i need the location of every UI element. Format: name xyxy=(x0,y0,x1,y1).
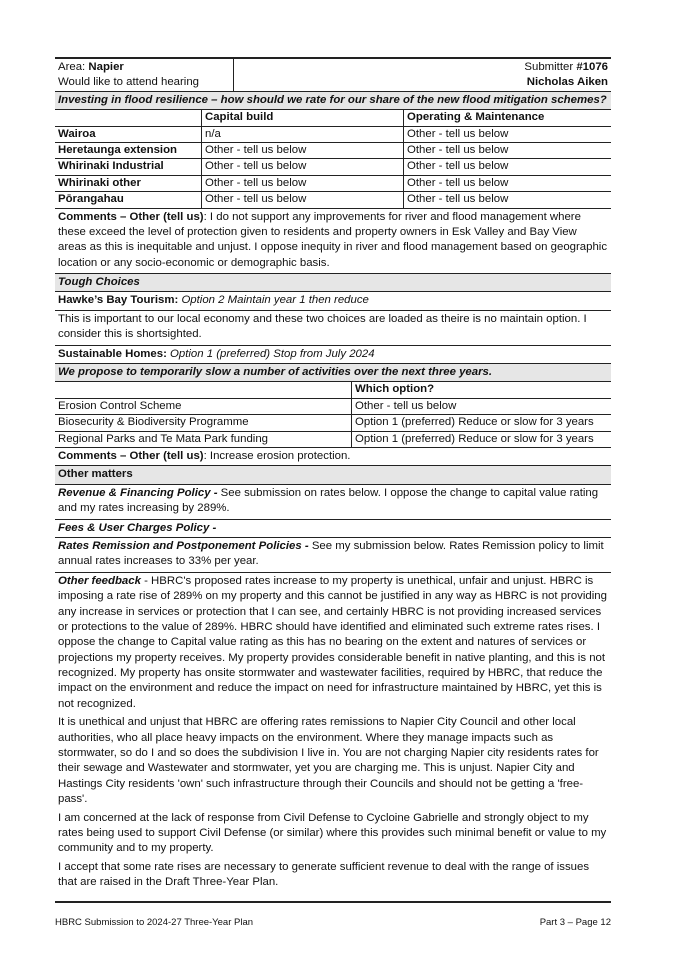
revenue-policy: Revenue & Financing Policy - See submission on rates below. I oppose the change to capital value rating and my rates increasing by 289%. xyxy=(55,485,611,520)
col-capital: Capital build xyxy=(202,110,404,126)
table-row: Whirinaki Industrial Other - tell us below Other - tell us below xyxy=(55,159,611,175)
fees-policy: Fees & User Charges Policy - xyxy=(55,520,611,538)
tourism-line: Hawke’s Bay Tourism: Option 2 Maintain year 1 then reduce xyxy=(55,292,611,310)
table-row: Biosecurity & Biodiversity Programme Option 1 (preferred) Reduce or slow for 3 years xyxy=(55,415,611,431)
table-row: Wairoa n/a Other - tell us below xyxy=(55,126,611,142)
table-row: Regional Parks and Te Mata Park funding Option 1 (preferred) Reduce or slow for 3 years xyxy=(55,431,611,447)
submitter-number: Submitter #1076 xyxy=(524,61,608,73)
area-line: Area: Napier xyxy=(58,61,124,73)
tough-choices-heading: Tough Choices xyxy=(55,274,611,292)
footer-page-number: Part 3 – Page 12 xyxy=(539,917,611,928)
activities-question: We propose to temporarily slow a number of activities over the next three years. xyxy=(55,364,611,382)
activities-table xyxy=(55,382,611,448)
submitter-header xyxy=(55,57,611,91)
table-row: Pōrangahau Other - tell us below Other - tell us below xyxy=(55,192,611,208)
page-footer xyxy=(55,901,611,930)
table-row: Erosion Control Scheme Other - tell us below xyxy=(55,398,611,414)
footer-title: HBRC Submission to 2024-27 Three-Year Plan xyxy=(55,917,254,928)
submitter-name: Nicholas Aiken xyxy=(526,76,608,89)
col-which-option: Which option? xyxy=(355,383,435,396)
area-value: Napier xyxy=(88,61,124,73)
hearing-note: Would like to attend hearing xyxy=(58,76,199,89)
other-matters-heading: Other matters xyxy=(55,466,611,484)
activities-comments: Comments – Other (tell us): Increase erosion protection. xyxy=(55,448,611,466)
col-operating: Operating & Maintenance xyxy=(407,111,545,124)
table-row: Heretaunga extension Other - tell us below Other - tell us below xyxy=(55,142,611,158)
remission-policy: Rates Remission and Postponement Policies - See my submission below. Rates Remission policy to limit annual rates increases to 33% per year. xyxy=(55,538,611,573)
flood-comments: Comments – Other (tell us): I do not support any improvements for river and flood management where these exceed the level of protection given to residents and property owners in Esk Valley and Bay View areas as this is inequitable and unjust. I oppose inequity in river and flood management based on geographic location or any socio-economic or demographic basis. xyxy=(55,209,611,275)
submission-page xyxy=(55,57,611,896)
flood-table xyxy=(55,110,611,208)
homes-line: Sustainable Homes: Option 1 (preferred) Stop from July 2024 xyxy=(55,346,611,364)
table-row: Whirinaki other Other - tell us below Other - tell us below xyxy=(55,175,611,191)
tourism-comment: This is important to our local economy and these two choices are loaded as theire is no maintain option. I consider this is shortsighted. xyxy=(55,311,611,346)
other-feedback: Other feedback - HBRC's proposed rates increase to my property is unethical, unfair and unjust. HBRC is imposing a rate rise of 289% on my property and this cannot be justified in any way as HBRC is not providing any increase in services or protection that I can see, and certainly HBRC is not providing increased services or protections to the value of 289%. HBRC should have identified and eliminated such extreme rates rises. I oppose the change to Capital value rating as this has no bearing on the extent and natures of services or projections my property receives. My property provides considerable benefit in native planting, and this is not recognized. My property has onsite stormwater and wastewater facilities, required by HBRC, that reduce the impact on the environment and reduce the impact on need for infrastructure maintained by HBRC, yet this is not recognized. It is unethical and unjust that HBRC are offering rates remissions to Napier City Council and other local authorities, who all place heavy impacts on the environment. Where they manage impacts such as stormwater, so do I and so does the subdivision I live in. You are not charging Napier city residents rates for their sewage and Wastewater and stormwater, yet you are charging me. This is unjust. Napier City and Hastings City residents 'own' such infrastructure through their Councils and should not be getting a 'free-pass'. I am concerned at the lack of response from Civil Defense to Cycloine Gabrielle and strongly object to my rates being used to support Civil Defense (or similar) where this provides such minimal benefit or value to my community and to my property. I accept that some rate rises are necessary to generate sufficient revenue to deal with the range of issues that are raised in the Draft Three-Year Plan. xyxy=(58,574,607,889)
flood-question: Investing in flood resilience – how should we rate for our share of the new flood mitigation schemes? xyxy=(55,91,611,110)
